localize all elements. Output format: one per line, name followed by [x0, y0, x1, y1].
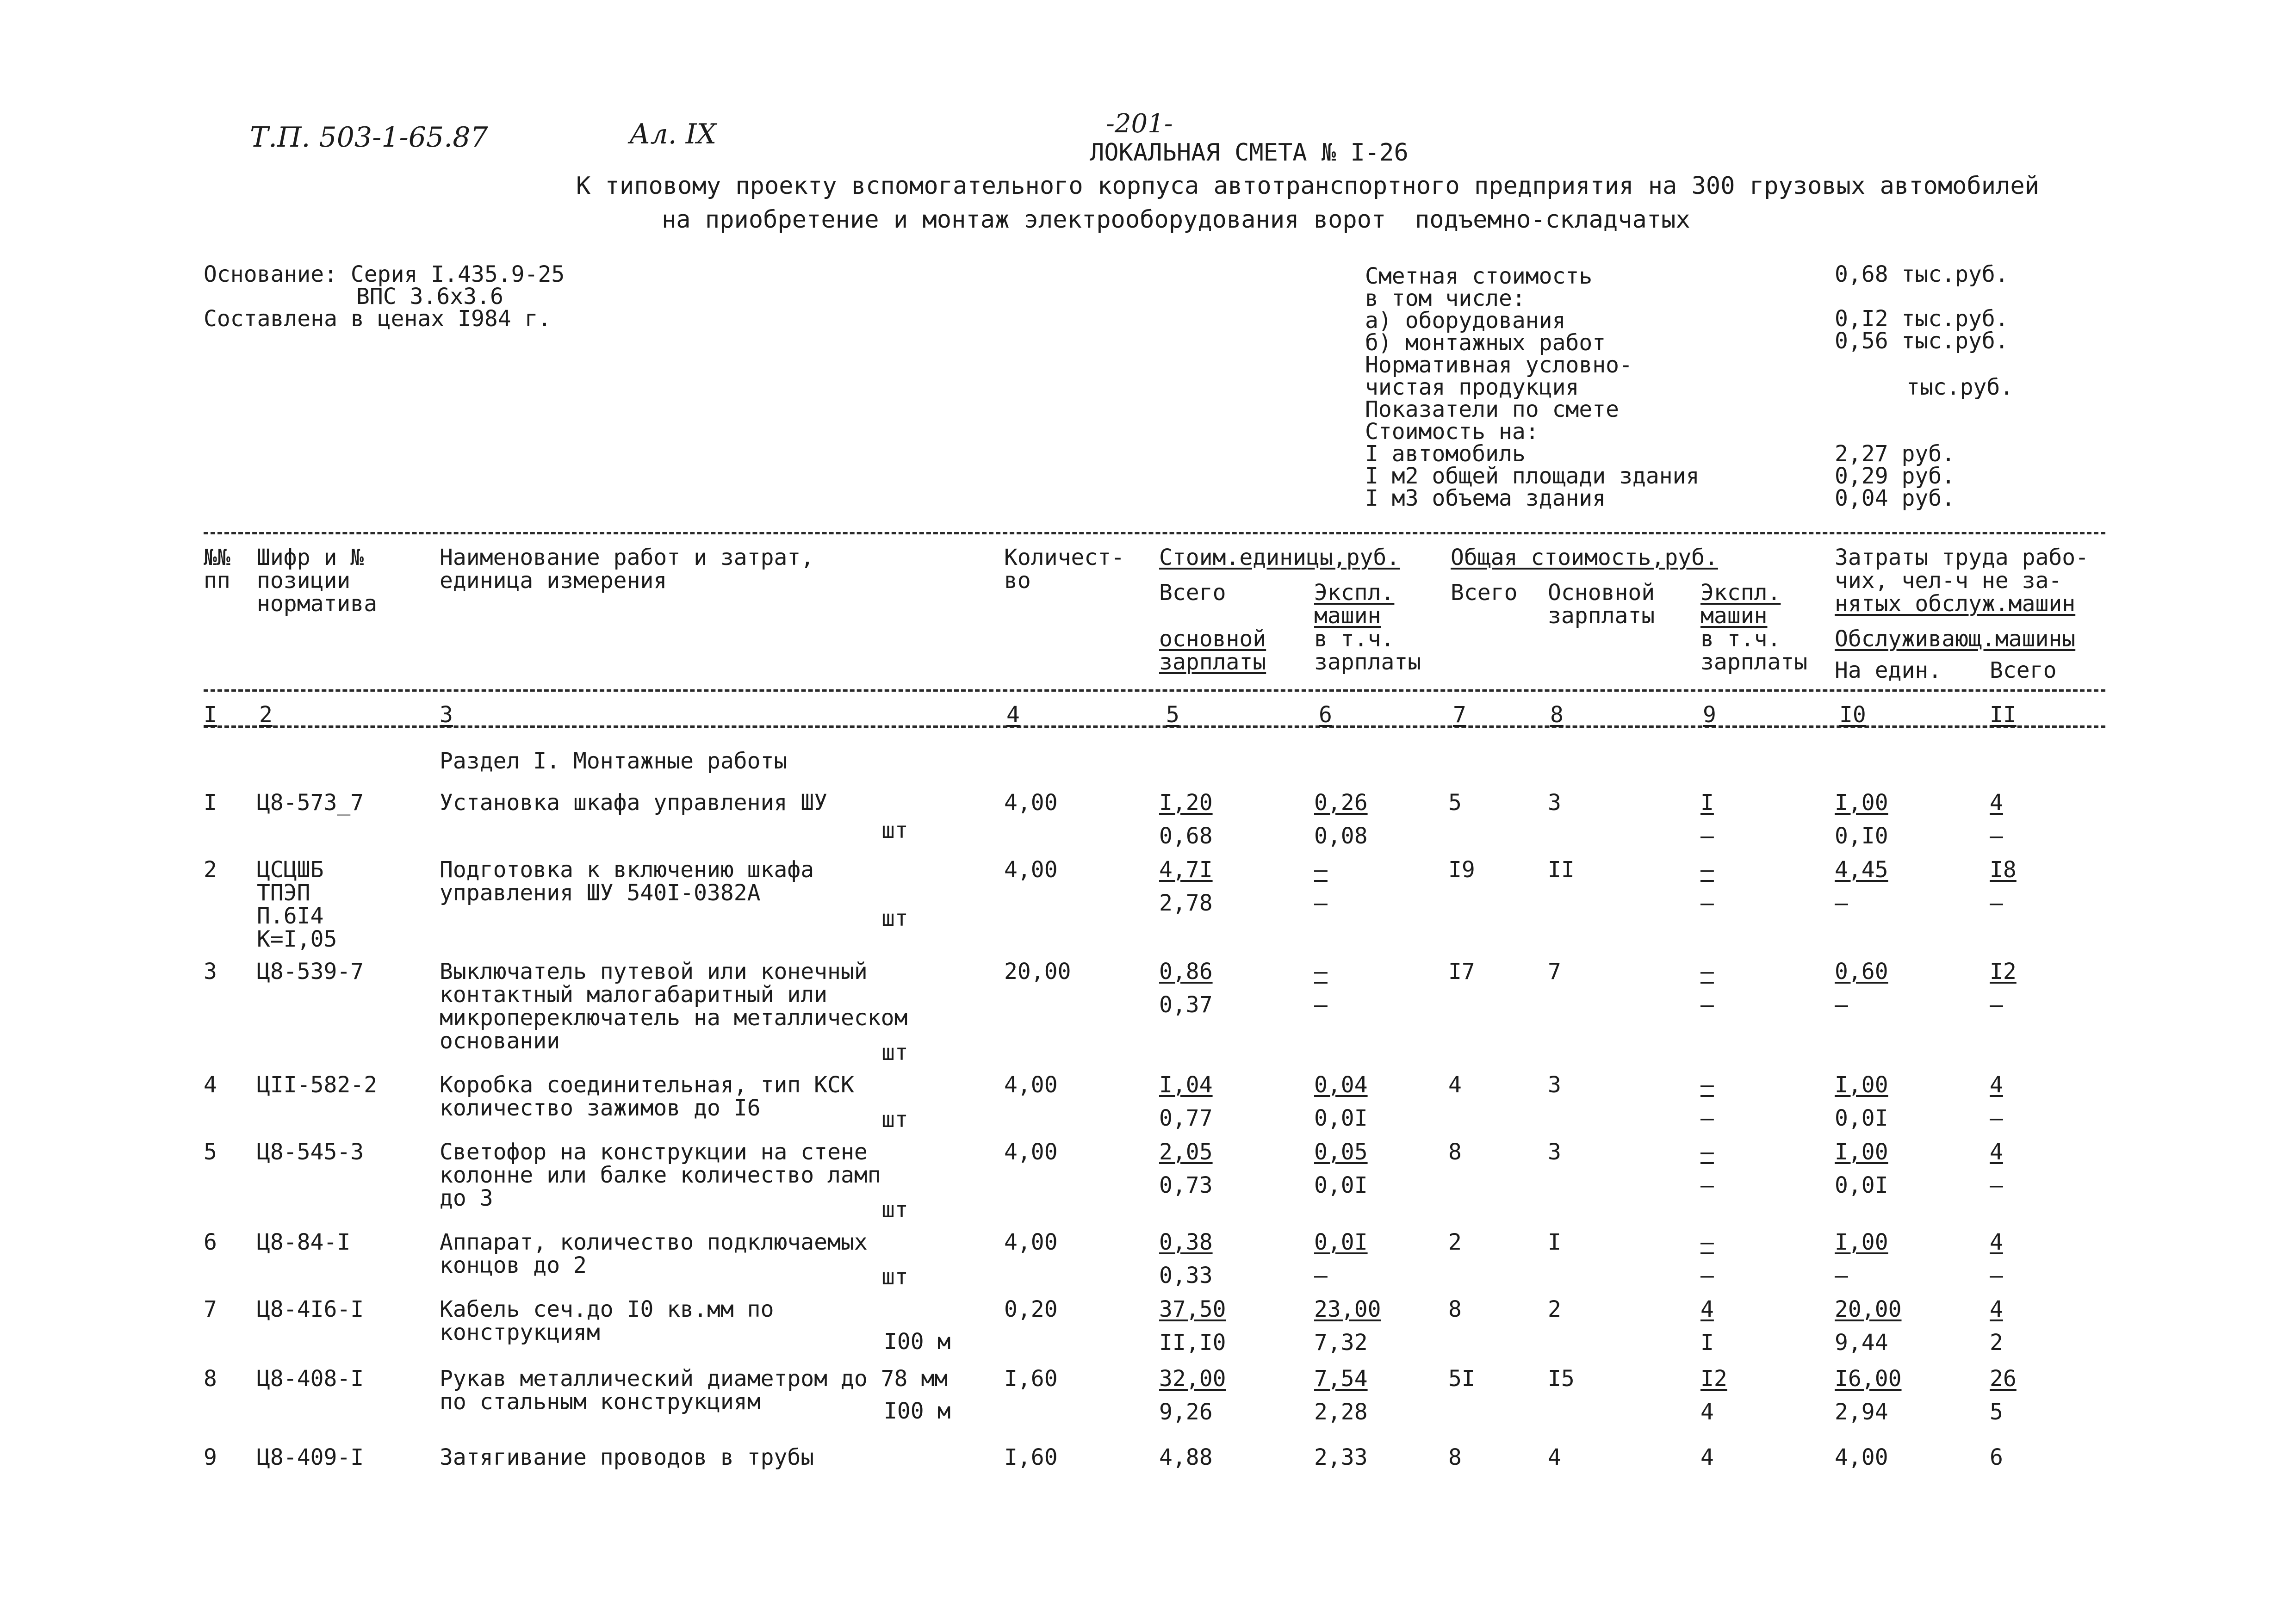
header-labor: Затраты труда рабо- чих, чел-ч не за-: [1835, 545, 2089, 594]
row-unit-machine-wage: 0,08: [1314, 823, 1368, 849]
row-code: Ц8-4I6-I: [257, 1296, 364, 1322]
row-unit-cost-wage: 0,73: [1159, 1172, 1213, 1198]
colnum: 4: [1006, 702, 1020, 728]
row-labor-total: 4: [1990, 1296, 2003, 1322]
row-labor-total-service: –: [1990, 890, 2003, 916]
row-code: Ц8-573_7: [257, 790, 364, 816]
row-labor-unit: I,00: [1835, 1072, 1888, 1098]
row-name: Выключатель путевой или конечный контактный малогабаритный или микропереключатель на металлическом основании: [440, 959, 908, 1054]
row-name: Подготовка к включению шкафа управления ШУ 540I-0382А: [440, 857, 814, 906]
row-labor-unit-service: –: [1835, 1263, 1848, 1288]
row-labor-unit: 4,45: [1835, 857, 1888, 883]
row-labor-unit: I,00: [1835, 1229, 1888, 1255]
row-labor-unit-service: 0,I0: [1835, 823, 1888, 849]
album-mark: Ал. IX: [629, 118, 717, 150]
row-unit-cost-total: 37,50: [1159, 1296, 1226, 1322]
row-unit: I00 м: [884, 1329, 951, 1355]
row-labor-unit: 0,60: [1835, 959, 1888, 985]
page-number: -201-: [1106, 109, 1173, 139]
row-total-machine: 4: [1700, 1296, 1714, 1322]
basis-line-3: Составлена в ценах I984 г.: [204, 306, 552, 332]
summary-label: Нормативная условно-: [1365, 352, 1632, 378]
row-labor-total-service: –: [1990, 1105, 2003, 1131]
row-unit-cost-total: 4,7I: [1159, 857, 1213, 883]
row-total-machine-wage: I: [1700, 1330, 1714, 1356]
header-unit-machine: Экспл. машин: [1314, 580, 1395, 629]
header-total-wage: Основной зарплаты: [1548, 580, 1655, 629]
row-unit-machine: 0,26: [1314, 790, 1368, 816]
row-number: 4: [204, 1072, 217, 1098]
row-name: Светофор на конструкции на стене колонне или балке количество ламп до 3: [440, 1139, 881, 1211]
row-unit-machine: 23,00: [1314, 1296, 1381, 1322]
row-name: Кабель сеч.до I0 кв.мм по конструкциям: [440, 1296, 774, 1345]
summary-label: в том числе:: [1365, 285, 1526, 311]
row-unit-machine: 7,54: [1314, 1366, 1368, 1392]
row-unit-machine: 0,05: [1314, 1139, 1368, 1165]
row-labor-unit: I,00: [1835, 790, 1888, 816]
colnum: 8: [1550, 702, 1564, 728]
row-total-machine: –: [1700, 959, 1714, 985]
row-total-machine: –: [1700, 1139, 1714, 1165]
row-labor-unit: I,00: [1835, 1139, 1888, 1165]
row-unit-machine-wage: 0,0I: [1314, 1105, 1368, 1131]
section-heading: Раздел I. Монтажные работы: [440, 748, 788, 774]
row-quantity: 0,20: [1004, 1296, 1058, 1322]
row-labor-unit-service: 2,94: [1835, 1399, 1888, 1425]
summary-value: 0,04 руб.: [1835, 485, 1955, 511]
row-labor-total-service: 2: [1990, 1330, 2003, 1356]
row-unit: шт: [881, 1107, 908, 1133]
row-total: I7: [1448, 959, 1475, 985]
row-labor-total: I2: [1990, 959, 2017, 985]
row-number: 2: [204, 857, 217, 883]
row-unit: шт: [881, 818, 908, 843]
header-qty: Количест- во: [1004, 545, 1125, 594]
header-unit-total: Всего: [1159, 580, 1226, 606]
row-number: I: [204, 790, 217, 816]
row-total: I9: [1448, 857, 1475, 883]
row-labor-unit-service: 9,44: [1835, 1330, 1888, 1356]
row-labor-total: 4: [1990, 1229, 2003, 1255]
summary-label: Показатели по смете: [1365, 396, 1620, 422]
row-unit: шт: [881, 1197, 908, 1223]
row-labor-total-service: –: [1990, 1172, 2003, 1198]
colnum-bottom-rule: [204, 725, 2105, 728]
row-unit-machine-wage: –: [1314, 890, 1328, 916]
header-bottom-rule: [204, 689, 2105, 692]
colnum: 5: [1166, 702, 1179, 728]
summary-value: 0,I2 тыс.руб.: [1835, 306, 2009, 332]
row-unit: шт: [881, 905, 908, 931]
row-total-machine: I2: [1700, 1366, 1727, 1392]
row-unit-cost-total: 2,05: [1159, 1139, 1213, 1165]
row-labor-total: 26: [1990, 1366, 2017, 1392]
row-total: 4: [1448, 1072, 1462, 1098]
row-total-machine: –: [1700, 857, 1714, 883]
header-unit-machine-wage: в т.ч. зарплаты: [1314, 626, 1421, 675]
row-code: Ц8-539-7: [257, 959, 364, 985]
row-total-wage: 3: [1548, 790, 1561, 816]
row-total-machine: –: [1700, 1229, 1714, 1255]
row-name: Рукав металлический диаметром до 78 мм по стальным конструкциям: [440, 1366, 948, 1415]
doc-title: ЛОКАЛЬНАЯ СМЕТА № I-26: [1090, 139, 1409, 167]
summary-label: чистая продукция: [1365, 374, 1579, 400]
row-total-wage: I: [1548, 1229, 1561, 1255]
row-code: Ц8-409-I: [257, 1444, 364, 1470]
colnum: I0: [1839, 702, 1866, 728]
summary-value: 2,27 руб.: [1835, 441, 1955, 467]
row-number: 5: [204, 1139, 217, 1165]
row-name: Затягивание проводов в трубы: [440, 1444, 814, 1470]
basis-line-1: Основание: Серия I.435.9-25: [204, 261, 565, 287]
header-total-cost: Общая стоимость,руб.: [1451, 545, 1718, 570]
row-unit-cost-wage: 0,68: [1159, 823, 1213, 849]
row-total-machine-wage: –: [1700, 1263, 1714, 1288]
summary-label: Сметная стоимость: [1365, 263, 1593, 289]
row-labor-unit-service: 0,0I: [1835, 1105, 1888, 1131]
row-total: 8: [1448, 1139, 1462, 1165]
colnum: 3: [440, 702, 453, 728]
summary-label: а) оборудования: [1365, 308, 1566, 334]
header-name: Наименование работ и затрат, единица измерения: [440, 545, 814, 594]
project-stamp: Т.П. 503-1-65.87: [250, 121, 488, 154]
row-unit-cost-wage: II,I0: [1159, 1330, 1226, 1356]
row-name: Аппарат, количество подключаемых концов до 2: [440, 1229, 868, 1278]
row-quantity: 4,00: [1004, 857, 1058, 883]
row-number: 8: [204, 1366, 217, 1392]
row-total-wage: 3: [1548, 1139, 1561, 1165]
row-unit-cost-total: 4,88: [1159, 1444, 1213, 1470]
row-labor-total: 4: [1990, 1072, 2003, 1098]
summary-value: 0,68 тыс.руб.: [1835, 261, 2009, 287]
row-name: Коробка соединительная, тип КСК количество зажимов до I6: [440, 1072, 854, 1121]
row-unit-machine-wage: 0,0I: [1314, 1172, 1368, 1198]
row-quantity: 20,00: [1004, 959, 1071, 985]
row-number: 6: [204, 1229, 217, 1255]
row-total-wage: II: [1548, 857, 1575, 883]
row-quantity: 4,00: [1004, 1072, 1058, 1098]
row-unit-cost-total: 0,38: [1159, 1229, 1213, 1255]
doc-subtitle-2: на приобретение и монтаж электрооборудования ворот подъемно-складчатых: [662, 206, 1690, 234]
row-labor-total-service: 5: [1990, 1399, 2003, 1425]
row-code: Ц8-545-3: [257, 1139, 364, 1165]
row-labor-unit-service: –: [1835, 992, 1848, 1018]
row-total-machine-wage: –: [1700, 992, 1714, 1018]
colnum: 9: [1703, 702, 1716, 728]
row-labor-unit: I6,00: [1835, 1366, 1902, 1392]
header-total-machine-wage: в т.ч. зарплаты: [1700, 626, 1808, 675]
row-unit: I00 м: [884, 1398, 951, 1424]
row-unit: шт: [881, 1040, 908, 1065]
row-total-wage: 2: [1548, 1296, 1561, 1322]
row-labor-unit: 20,00: [1835, 1296, 1902, 1322]
row-labor-unit-service: –: [1835, 890, 1848, 916]
row-labor-total: 4: [1990, 1139, 2003, 1165]
header-total-machine: Экспл. машин: [1700, 580, 1781, 629]
row-name: Установка шкафа управления ШУ: [440, 790, 828, 816]
row-labor-total: 6: [1990, 1444, 2003, 1470]
row-unit-machine: 0,04: [1314, 1072, 1368, 1098]
row-labor-total-service: –: [1990, 992, 2003, 1018]
row-unit-cost-wage: 9,26: [1159, 1399, 1213, 1425]
colnum: 7: [1453, 702, 1466, 728]
basis-line-2: ВПС 3.6х3.6: [356, 284, 503, 310]
summary-label: I м2 общей площади здания: [1365, 463, 1700, 489]
row-code: ЦСЦШБ ТПЭП П.6I4 К=I,05: [257, 857, 337, 952]
row-unit-machine: 2,33: [1314, 1444, 1368, 1470]
row-total-wage: 7: [1548, 959, 1561, 985]
row-unit-machine: –: [1314, 959, 1328, 985]
row-unit-cost-total: 32,00: [1159, 1366, 1226, 1392]
row-labor-total: I8: [1990, 857, 2017, 883]
row-unit-cost-total: I,20: [1159, 790, 1213, 816]
header-labor-unit: На един.: [1835, 657, 1942, 683]
header-labor-total: Всего: [1990, 657, 2057, 683]
row-number: 9: [204, 1444, 217, 1470]
row-labor-total: 4: [1990, 790, 2003, 816]
row-total-wage: 4: [1548, 1444, 1561, 1470]
row-quantity: 4,00: [1004, 790, 1058, 816]
row-unit-machine-wage: 7,32: [1314, 1330, 1368, 1356]
row-quantity: 4,00: [1004, 1139, 1058, 1165]
row-code: ЦII-582-2: [257, 1072, 378, 1098]
header-labor-service: Обслуживающ.машины: [1835, 626, 2076, 652]
summary-label: I автомобиль: [1365, 441, 1526, 467]
row-total-machine-wage: –: [1700, 1172, 1714, 1198]
row-total-machine: 4: [1700, 1444, 1714, 1470]
colnum: 6: [1319, 702, 1332, 728]
summary-value: 0,56 тыс.руб.: [1835, 328, 2009, 354]
row-total-wage: 3: [1548, 1072, 1561, 1098]
row-total-machine: I: [1700, 790, 1714, 816]
doc-subtitle-1: К типовому проекту вспомогательного корпуса автотранспортного предприятия на 300 грузовых автомобилей: [576, 172, 2039, 200]
header-num: №№ пп: [204, 545, 230, 594]
row-labor-total-service: –: [1990, 1263, 2003, 1288]
row-total: 2: [1448, 1229, 1462, 1255]
row-unit-machine-wage: 2,28: [1314, 1399, 1368, 1425]
row-total-machine-wage: –: [1700, 823, 1714, 849]
row-total: 8: [1448, 1296, 1462, 1322]
header-unit-wage: основной зарплаты: [1159, 626, 1266, 675]
row-total: 8: [1448, 1444, 1462, 1470]
summary-label: б) монтажных работ: [1365, 330, 1606, 356]
row-labor-unit-service: 0,0I: [1835, 1172, 1888, 1198]
table-top-rule: [204, 532, 2105, 534]
summary-label: I м3 объема здания: [1365, 485, 1606, 511]
row-total-wage: I5: [1548, 1366, 1575, 1392]
colnum: II: [1990, 702, 2017, 728]
row-total-machine-wage: –: [1700, 890, 1714, 916]
row-unit-machine: 0,0I: [1314, 1229, 1368, 1255]
summary-label: Стоимость на:: [1365, 419, 1539, 445]
header-unit-cost: Стоим.единицы,руб.: [1159, 545, 1400, 570]
row-code: Ц8-408-I: [257, 1366, 364, 1392]
row-quantity: 4,00: [1004, 1229, 1058, 1255]
row-unit-machine: –: [1314, 857, 1328, 883]
row-unit-machine-wage: –: [1314, 992, 1328, 1018]
row-code: Ц8-84-I: [257, 1229, 351, 1255]
colnum: I: [204, 702, 217, 728]
summary-value: 0,29 руб.: [1835, 463, 1955, 489]
row-unit-cost-wage: 0,77: [1159, 1105, 1213, 1131]
row-quantity: I,60: [1004, 1444, 1058, 1470]
row-total: 5I: [1448, 1366, 1475, 1392]
row-total-machine: –: [1700, 1072, 1714, 1098]
row-total-machine-wage: 4: [1700, 1399, 1714, 1425]
row-number: 7: [204, 1296, 217, 1322]
row-unit-cost-wage: 0,33: [1159, 1263, 1213, 1288]
header-total-all: Всего: [1451, 580, 1518, 606]
header-labor-unoccupied: нятых обслуж.машин: [1835, 591, 2076, 617]
row-unit-cost-total: 0,86: [1159, 959, 1213, 985]
header-code: Шифр и № позиции норматива: [257, 545, 378, 617]
row-unit: шт: [881, 1264, 908, 1290]
row-total-machine-wage: –: [1700, 1105, 1714, 1131]
row-total: 5: [1448, 790, 1462, 816]
row-labor-total-service: –: [1990, 823, 2003, 849]
row-unit-cost-wage: 2,78: [1159, 890, 1213, 916]
row-unit-machine-wage: –: [1314, 1263, 1328, 1288]
row-unit-cost-total: I,04: [1159, 1072, 1213, 1098]
summary-value: тыс.руб.: [1906, 374, 2014, 400]
row-unit-cost-wage: 0,37: [1159, 992, 1213, 1018]
row-labor-unit: 4,00: [1835, 1444, 1888, 1470]
row-number: 3: [204, 959, 217, 985]
colnum: 2: [259, 702, 273, 728]
row-quantity: I,60: [1004, 1366, 1058, 1392]
